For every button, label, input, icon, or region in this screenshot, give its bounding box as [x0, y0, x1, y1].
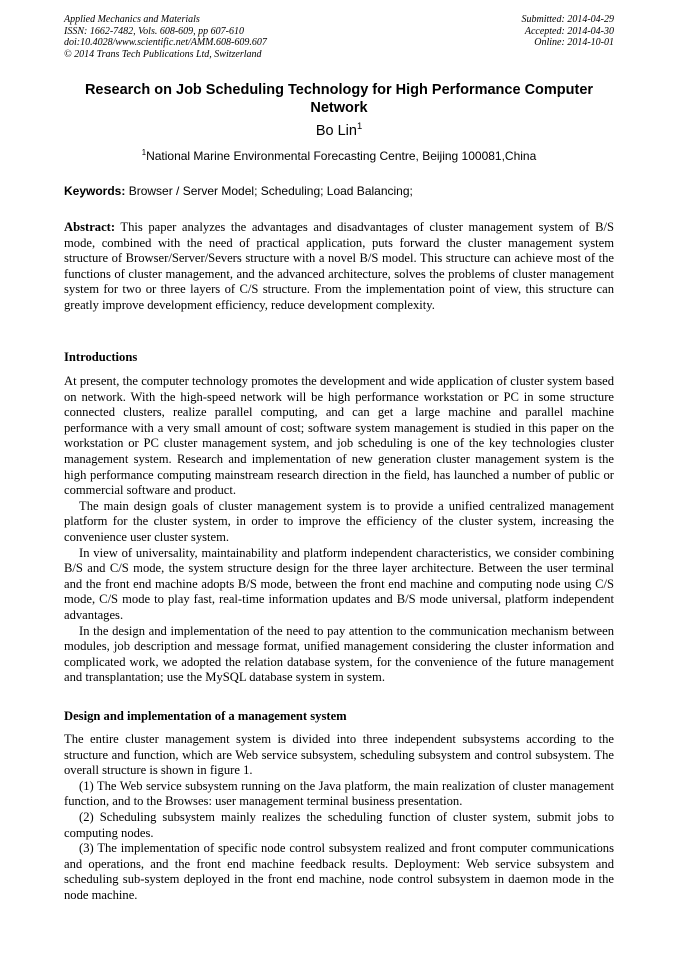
doi-line: doi:10.4028/www.scientific.net/AMM.608-609.607 [64, 37, 267, 48]
author-affiliation-mark: 1 [356, 120, 363, 132]
keywords-label: Keywords: [64, 184, 126, 198]
paragraph: (3) The implementation of specific node control subsystem realized and front computer communications and operations, and the front end machine feedback results. Deployment: Web service subsystem and scheduling sub-system deployed in the front end machine, node control subsystem in daemon mode in the node machine. [64, 841, 614, 902]
affiliation-line [64, 149, 614, 164]
abstract-text: This paper analyzes the advantages and disadvantages of cluster management system of B/S mode, combined with the need of practical application, puts forward the cluster management system structure of Browser/Server/Severs structure with a novel B/S model. This structure can achieve most of the functions of cluster management, and the advanced architecture, solves the problems of cluster management system for two or three layers of C/S structure. From the implementation point of view, this structure can greatly improve development efficiency, reduce development complexity. [64, 220, 614, 312]
paragraph: The main design goals of cluster management system is to provide a unified centralized management platform for the cluster system, in order to improve the efficiency of the cluster system, increasing the convenience user cluster system. [64, 498, 614, 544]
author-line [64, 122, 614, 140]
section-heading-introductions: Introductions [64, 350, 138, 364]
section-heading-design: Design and implementation of a management system [64, 709, 347, 723]
dates-header [522, 14, 615, 49]
paragraph: In view of universality, maintainability and platform independent characteristics, we consider combining B/S and C/S mode, the system structure design for the three layer architecture. Between the user terminal and the front end machine adopts B/S mode, between the front end machine and computing node using C/S mode, C/S mode to play fast, real-time information updates and B/S mode universal, platform independent advantages. [64, 545, 614, 622]
journal-name: Applied Mechanics and Materials [64, 14, 200, 25]
keywords-line [64, 184, 614, 199]
abstract-label: Abstract: [64, 220, 116, 234]
paragraph: (2) Scheduling subsystem mainly realizes the scheduling function of cluster system, submit jobs to computing nodes. [64, 809, 614, 840]
copyright-line: © 2014 Trans Tech Publications Ltd, Switzerland [64, 48, 262, 60]
affiliation-mark: 1 [141, 148, 147, 157]
paragraph: At present, the computer technology promotes the development and wide application of cluster system based on network. With the high-speed network will be high performance workstation or PC in some structure connected clusters, realize parallel computing, and can get a large machine and parallel machine performance with a very small amount of cost; software system management is studied in this paper on the workstation or PC cluster management system, and job scheduling is one of the key technologies cluster management system. Research and implementation of new generation cluster management system is the high performance computing mainstream research direction in the field, has launched a number of public or commercial software and product. [64, 374, 614, 498]
abstract-block [64, 220, 614, 314]
paragraph: The entire cluster management system is divided into three independent subsystems according to the structure and function, which are Web service subsystem, scheduling subsystem and control subsystem. The overall structure is shown in figure 1. [64, 732, 614, 778]
paragraph: (1) The Web service subsystem running on the Java platform, the main realization of cluster management function, and to the Browses: user management terminal business presentation. [64, 778, 614, 809]
paper-title: Research on Job Scheduling Technology for High Performance Computer Network [84, 82, 594, 116]
online-date: Online: 2014-10-01 [534, 37, 614, 48]
journal-header [64, 14, 267, 60]
submitted-date: Submitted: 2014-04-29 [521, 14, 614, 25]
keywords-text: Browser / Server Model; Scheduling; Load Balancing; [125, 184, 413, 198]
author-name: Bo Lin [315, 123, 357, 139]
paragraph: In the design and implementation of the need to pay attention to the communication mechanism between modules, job description and message format, unified management considering the cluster information and complicated work, we adopted the relation database system, for the convenience of the future management and transplantation; use the MySQL database system in system. [64, 623, 614, 685]
introductions-body [64, 374, 614, 686]
affiliation-text: National Marine Environmental Forecasting Centre, Beijing 100081,China [146, 149, 537, 163]
issn-line: ISSN: 1662-7482, Vols. 608-609, pp 607-610 [64, 25, 244, 37]
design-body [64, 732, 614, 904]
accepted-date: Accepted: 2014-04-30 [524, 25, 614, 37]
